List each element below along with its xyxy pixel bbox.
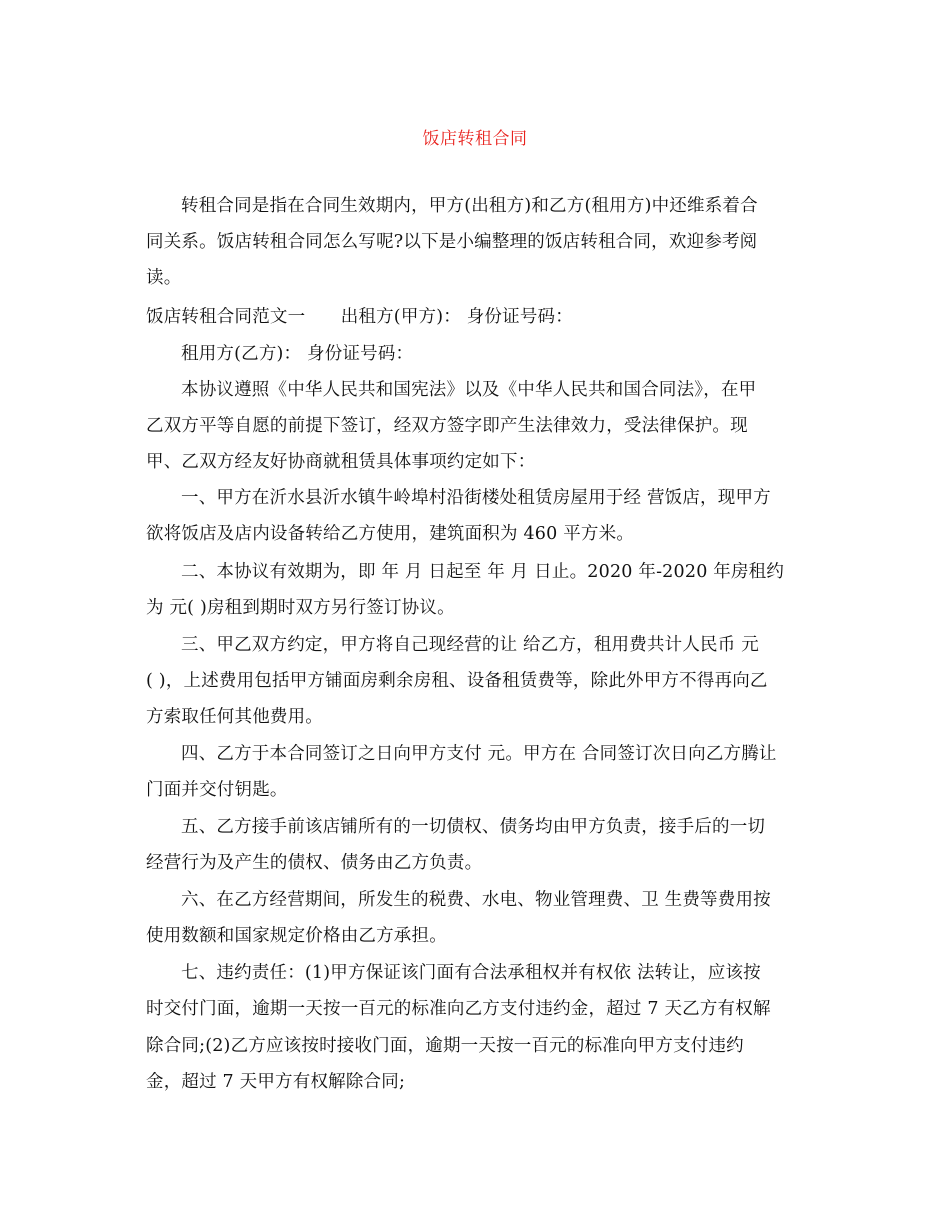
text-line: 时交付门面，逾期一天按一百元的标准向乙方支付违约金，超过 7 天乙方有权解 bbox=[146, 999, 771, 1019]
text-line: 门面并交付钥匙。 bbox=[146, 780, 288, 800]
text-line: 同关系。饭店转租合同怎么写呢?以下是小编整理的饭店转租合同，欢迎参考阅 bbox=[146, 232, 758, 252]
text-line: 金，超过 7 天甲方有权解除合同; bbox=[146, 1072, 406, 1092]
text-line: 饭店转租合同范文一 出租方(甲方)： 身份证号码： bbox=[146, 307, 573, 327]
text-line: 读。 bbox=[146, 268, 182, 288]
text-line: 经营行为及产生的债权、债务由乙方负责。 bbox=[146, 853, 483, 873]
text-line: 方索取任何其他费用。 bbox=[146, 707, 323, 727]
text-line: 六、在乙方经营期间，所发生的税费、水电、物业管理费、卫 生费等费用按 bbox=[181, 890, 771, 910]
document-title: 饭店转租合同 bbox=[422, 129, 528, 149]
text-line: 为 元( )房租到期时双方另行签订协议。 bbox=[146, 598, 455, 618]
text-line: 七、违约责任：(1)甲方保证该门面有合法承租权并有权依 法转让，应该按 bbox=[181, 963, 761, 983]
text-line: 转租合同是指在合同生效期内，甲方(出租方)和乙方(租用方)中还维系着合 bbox=[181, 196, 758, 216]
text-line: 五、乙方接手前该店铺所有的一切债权、债务均由甲方负责，接手后的一切 bbox=[181, 817, 766, 837]
text-line: 甲、乙双方经友好协商就租赁具体事项约定如下： bbox=[146, 452, 536, 472]
text-line: ( )，上述费用包括甲方铺面房剩余房租、设备租赁费等，除此外甲方不得再向乙 bbox=[146, 671, 768, 691]
text-line: 三、甲乙双方约定，甲方将自己现经营的让 给乙方，租用费共计人民币 元 bbox=[181, 635, 759, 655]
text-line: 使用数额和国家规定价格由乙方承担。 bbox=[146, 926, 447, 946]
text-line: 欲将饭店及店内设备转给乙方使用，建筑面积为 460 平方米。 bbox=[146, 524, 635, 544]
text-line: 乙双方平等自愿的前提下签订，经双方签字即产生法律效力，受法律保护。现 bbox=[146, 416, 748, 436]
text-line: 租用方(乙方)： 身份证号码： bbox=[181, 344, 414, 364]
text-line: 四、乙方于本合同签订之日向甲方支付 元。甲方在 合同签订次日向乙方腾让 bbox=[181, 744, 777, 764]
text-line: 一、甲方在沂水县沂水镇牛岭埠村沿街楼处租赁房屋用于经 营饭店，现甲方 bbox=[181, 488, 771, 508]
text-line: 二、本协议有效期为，即 年 月 日起至 年 月 日止。2020 年-2020 年房租约 bbox=[181, 562, 785, 582]
text-line: 除合同;(2)乙方应该按时接收门面，逾期一天按一百元的标准向甲方支付违约 bbox=[146, 1036, 744, 1056]
text-line: 本协议遵照《中华人民共和国宪法》以及《中华人民共和国合同法》，在甲 bbox=[181, 380, 757, 400]
